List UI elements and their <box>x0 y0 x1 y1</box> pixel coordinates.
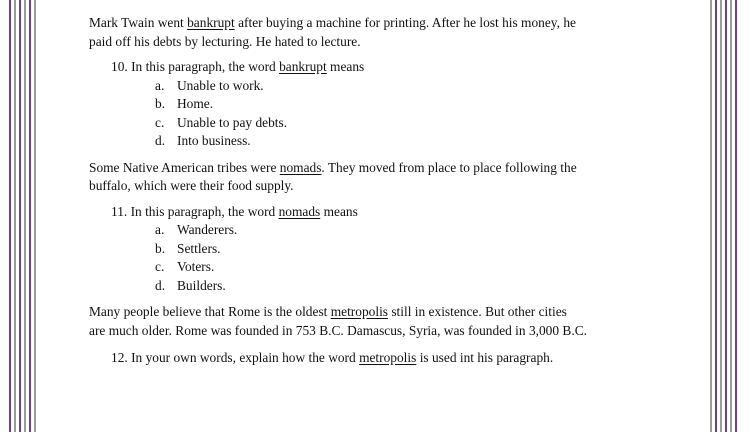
option-letter: d. <box>155 277 166 293</box>
document-page <box>89 14 669 368</box>
question-text: 11. In this paragraph, the word <box>111 203 279 219</box>
option-letter: a. <box>155 222 165 237</box>
question-text: means <box>320 203 358 219</box>
passage-text: Some Native American tribes were <box>89 159 280 175</box>
question-12 <box>89 349 669 368</box>
passage-text: Mark Twain went <box>89 15 188 30</box>
question-10-options <box>89 77 669 151</box>
passage-text: still in existence. But other cities <box>388 304 567 319</box>
option-text: Unable to work. <box>177 77 264 93</box>
passage-nomads <box>89 159 669 196</box>
option-text: Into business. <box>177 133 251 148</box>
passage-line: buffalo, which were their food supply. <box>89 178 294 193</box>
passage-line: paid off his debts by lecturing. He hated to lecture. <box>89 33 361 49</box>
passage-line <box>89 14 669 33</box>
question-text: 12. In your own words, explain how the word <box>111 350 360 365</box>
question-text: means <box>326 59 365 74</box>
option-letter: b. <box>155 96 166 111</box>
option-a <box>155 221 669 240</box>
left-border-line-4 <box>24 0 26 432</box>
option-text: Settlers. <box>177 240 221 256</box>
option-text: Voters. <box>177 259 215 274</box>
vocab-word-nomads: nomads <box>278 203 321 219</box>
question-10 <box>89 58 669 77</box>
vocab-word-metropolis: metropolis <box>359 350 417 365</box>
vocab-word-bankrupt: bankrupt <box>279 59 327 74</box>
passage-line <box>89 159 669 178</box>
option-a <box>155 77 669 96</box>
passage-metropolis <box>89 303 669 340</box>
option-letter: b. <box>155 240 166 256</box>
question-text: 10. In this paragraph, the word <box>111 59 280 74</box>
option-text: Builders. <box>177 277 226 293</box>
option-b <box>155 240 669 259</box>
passage-text: . They moved from place to place following the <box>321 159 577 175</box>
option-letter: c. <box>155 259 165 274</box>
option-letter: a. <box>155 77 165 93</box>
left-border-line-6 <box>34 0 36 432</box>
option-letter: c. <box>155 114 165 130</box>
vocab-word-nomads: nomads <box>279 159 322 175</box>
passage-text: Many people believe that Rome is the oldest <box>89 304 331 319</box>
option-c <box>155 114 669 133</box>
vocab-word-metropolis: metropolis <box>330 304 388 319</box>
option-d <box>155 132 669 151</box>
option-text: Home. <box>177 96 214 111</box>
question-11 <box>89 203 669 222</box>
option-b <box>155 95 669 114</box>
option-c <box>155 258 669 277</box>
right-border-line-3 <box>720 0 722 432</box>
right-border-line-5 <box>730 0 732 432</box>
right-border-line-1 <box>710 0 712 432</box>
right-border-line-2 <box>715 0 717 432</box>
passage-bankrupt <box>89 14 669 51</box>
left-border-line-1 <box>9 0 11 432</box>
option-letter: d. <box>155 133 166 148</box>
vocab-word-bankrupt: bankrupt <box>187 15 235 30</box>
passage-line: are much older. Rome was founded in 753 B.C. Damascus, Syria, was founded in 3,000 B.C. <box>89 322 587 338</box>
right-border-line-6 <box>735 0 737 432</box>
left-border-line-3 <box>19 0 21 432</box>
left-border-line-5 <box>29 0 31 432</box>
passage-text: after buying a machine for printing. After he lost his money, he <box>234 15 576 30</box>
option-d <box>155 277 669 296</box>
question-11-options <box>89 221 669 295</box>
question-text: is used int his paragraph. <box>416 350 554 365</box>
option-text: Wanderers. <box>177 222 238 237</box>
passage-line <box>89 303 669 322</box>
right-border-line-4 <box>725 0 727 432</box>
left-border-line-2 <box>14 0 16 432</box>
option-text: Unable to pay debts. <box>177 114 288 130</box>
